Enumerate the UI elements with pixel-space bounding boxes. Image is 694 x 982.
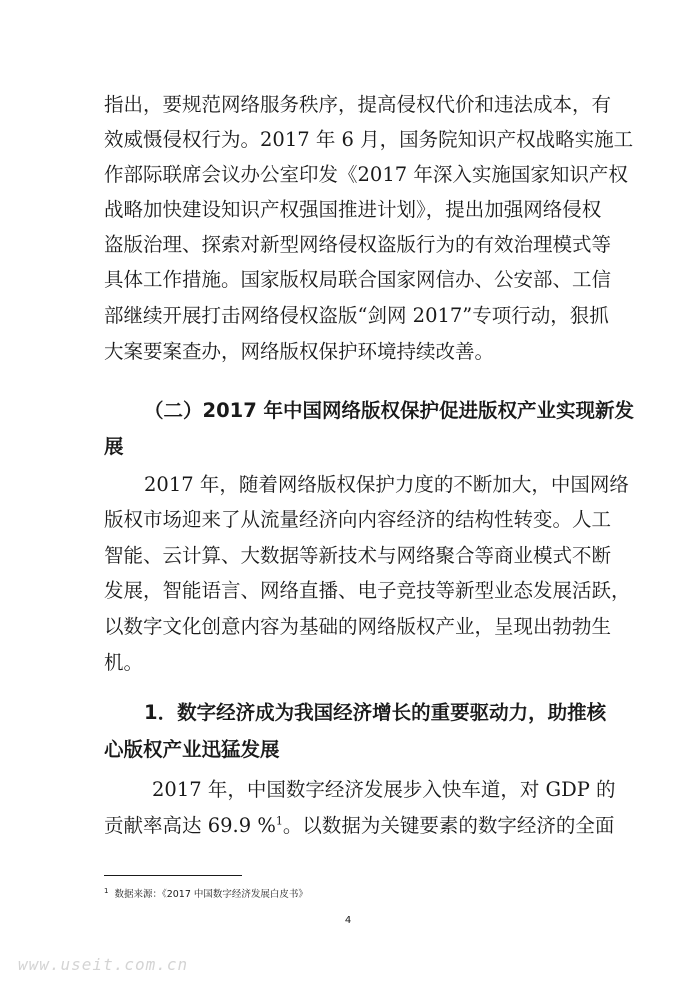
page-number: 4 (344, 915, 352, 926)
paragraph-line: 效威慑侵权行为。2017 年 6 月，国务院知识产权战略实施工 (104, 128, 634, 151)
watermark: www.useit.com.cn (18, 955, 189, 974)
subsection-heading-cont: 心版权产业迅猛发展 (104, 738, 280, 761)
paragraph-line-with-footnote (104, 813, 615, 839)
paragraph-line: 具体工作措施。国家版权局联合国家网信办、公安部、工信 (104, 268, 612, 291)
footnote-mark: 1 (104, 887, 109, 895)
paragraph-line: 大案要案查办，网络版权保护环境持续改善。 (104, 340, 495, 363)
paragraph-line: 发展，智能语言、网络直播、电子竞技等新型业态发展活跃， (104, 579, 631, 602)
footnote-reference[interactable]: 1 (275, 814, 283, 828)
subsection-heading: 1．数字经济成为我国经济增长的重要驱动力，助推核 (144, 701, 607, 724)
paragraph-line: 以数字文化创意内容为基础的网络版权产业，呈现出勃勃生 (104, 615, 612, 638)
paragraph-line: 指出，要规范网络服务秩序，提高侵权代价和违法成本，有 (104, 93, 612, 116)
paragraph-line: 部继续开展打击网络侵权盗版“剑网 2017”专项行动，狠抓 (104, 304, 609, 327)
paragraph-text: 。以数据为关键要素的数字经济的全面 (282, 814, 615, 837)
paragraph-line: 2017 年，中国数字经济发展步入快车道，对 GDP 的 (152, 778, 616, 801)
paragraph-line: 盗版治理、探索对新型网络侵权盗版行为的有效治理模式等 (104, 233, 612, 256)
paragraph-line: 智能、云计算、大数据等新技术与网络聚合等商业模式不断 (104, 544, 612, 567)
paragraph-line: 2017 年，随着网络版权保护力度的不断加大，中国网络 (144, 473, 629, 496)
section-heading-cont: 展 (104, 435, 124, 458)
paragraph-line: 战略加快建设知识产权强国推进计划》，提出加强网络侵权 (104, 198, 602, 221)
section-heading: （二）2017 年中国网络版权保护促进版权产业实现新发 (144, 399, 635, 422)
paragraph-text: 贡献率高达 69.9 % (104, 814, 276, 837)
footnote-separator (104, 875, 242, 876)
paragraph-line: 作部际联席会议办公室印发《2017 年深入实施国家知识产权 (104, 163, 628, 186)
paragraph-line: 机。 (104, 651, 144, 674)
footnote (104, 884, 308, 902)
paragraph-line: 版权市场迎来了从流量经济向内容经济的结构性转变。人工 (104, 508, 612, 531)
footnote-text: 数据来源：《2017 中国数字经济发展白皮书》 (114, 889, 308, 901)
